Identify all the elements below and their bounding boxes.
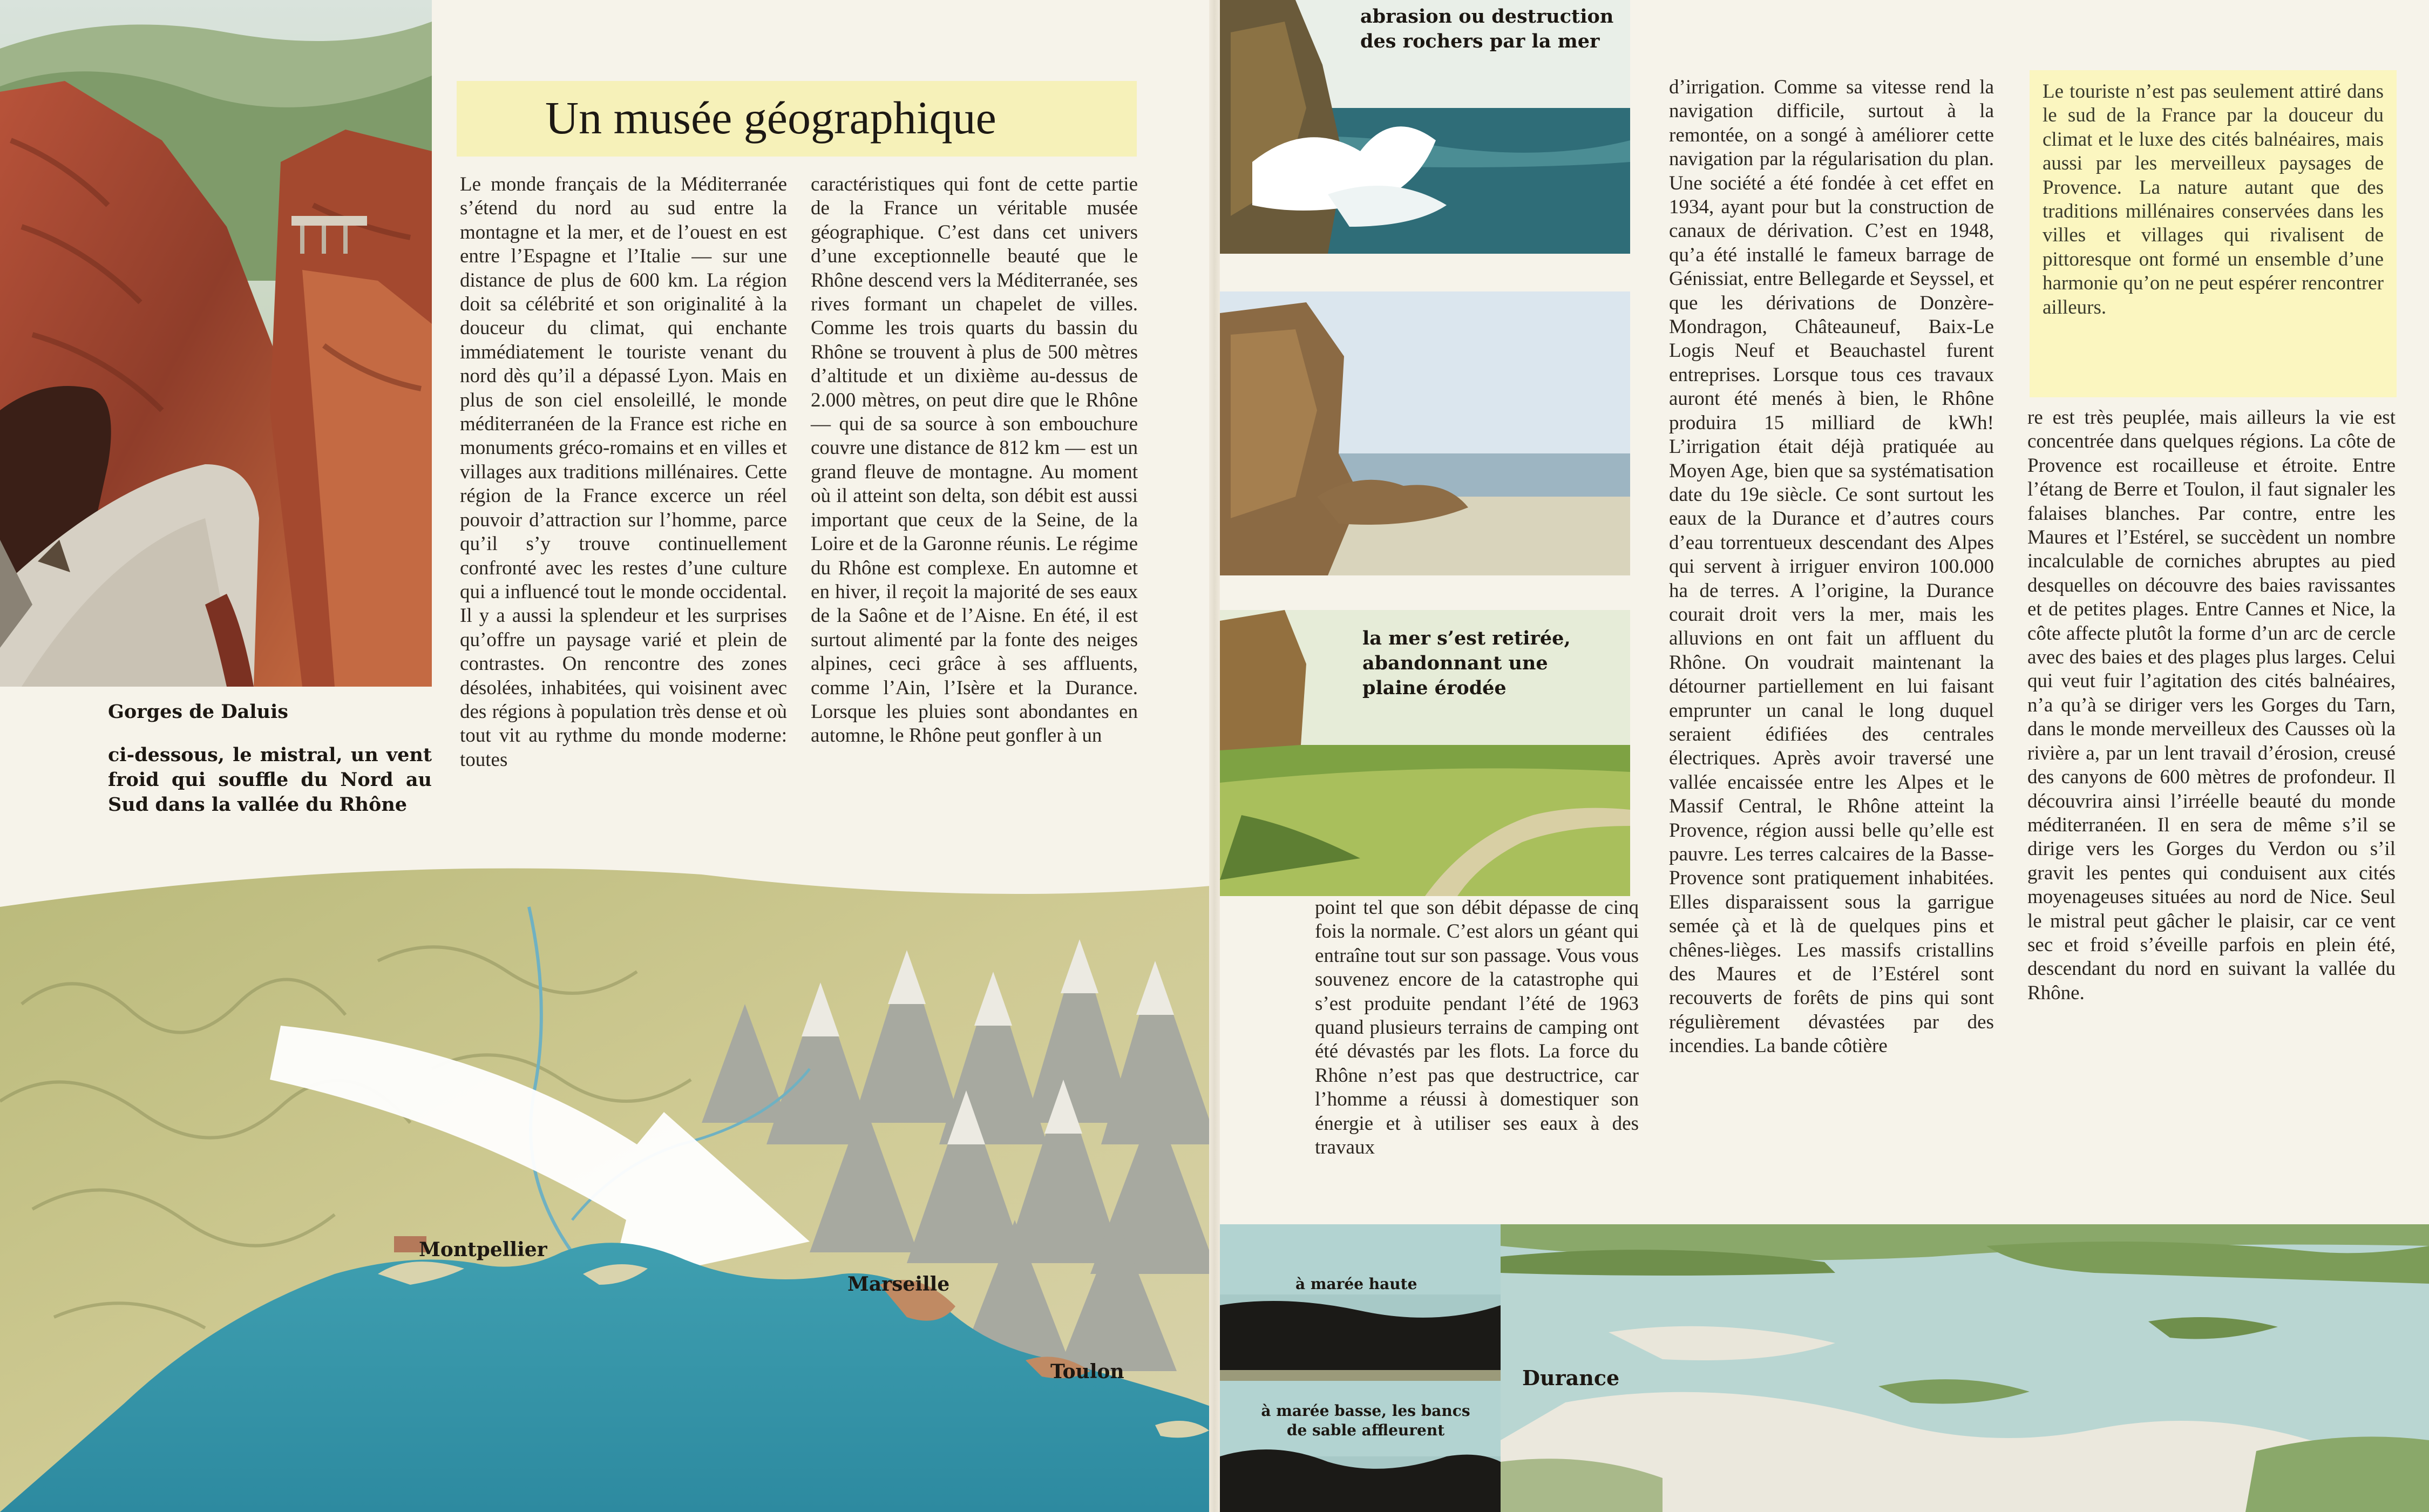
label-durance: Durance <box>1522 1366 1620 1390</box>
text-column-3: point tel que son débit dépasse de cinq fois la normale. C’est alors un géant qui entraîne tout sur son passage. Vous vous souvenez encore de la catastrophe qui s’est produite pendant l’été de 1963 quand plusieurs terrains de camping ont été dévastés par les flots. La force du Rhône n’est pas que destructrice, car l’homme a réussi à domestiquer son énergie et à utiliser ses eaux à des travaux <box>1315 897 1639 1159</box>
text-column-1: Le monde français de la Méditerranée s’étend du nord au sud entre la montagne et la mer, et de l’ouest en est entre l’Espagne et l’Italie — sur une distance de plus de 600 km. La région doit sa célébrité et son originalité à la douceur du climat, qui enchante immédiatement le touriste venant du nord dès qu’il a dépassé Lyon. Mais en plus de son ciel ensoleillé, le monde méditerranéen de la France est riche en monuments gréco-romains et en villes et villages aux traditions millénaires. Cette région de la France excerce un réel pouvoir d’attraction sur l’homme, parce qu’il s’y trouve continuellement confronté avec les restes d’une culture qui a influencé tout le monde occidental. Il y a aussi la splendeur et les surprises qu’offre un paysage varié et plein de contrastes. On rencontre des zones désolées, inhabitées, qui voisinent avec des régions à population très dense et où tout vit au rythme du monde moderne: toutes <box>460 173 787 771</box>
cliff-illustration <box>1220 291 1630 575</box>
highlight-box-text: Le touriste n’est pas seulement attiré dans le sud de la France par la douceur du climat et le luxe des cités balnéaires, mais aussi par les merveilleux paysages de Provence. La nature autant que des traditions millénaires conservées dans les villes et villages qui rivalisent de pittoresque ont formé un ensemble d’une harmonie qu’on ne peut espérer rencontrer ailleurs. <box>2043 80 2384 318</box>
caption-mistral: ci-dessous, le mistral, un vent froid qui souffle du Nord au Sud dans la vallée du Rhône <box>108 744 432 816</box>
label-maree-haute: à marée haute <box>1295 1275 1417 1293</box>
relief-map <box>0 842 1218 1512</box>
gorges-illustration <box>0 0 432 687</box>
caption-abrasion: abrasion ou destruction des rochers par la mer <box>1360 5 1614 52</box>
text-column-4: d’irrigation. Comme sa vitesse rend la navigation difficile, surtout à la remontée, on a songé à améliorer cette navigation par la régularisation du plan. Une société a été fondée à cet effet en 1934, ayant pour but la construction de canaux de dérivation. C’est en 1948, qu’a été installé le fameux barrage de Génissiat, entre Bellegarde et Seyssel, et que les dérivations de Donzère-Mondragon, Châteauneuf, Baix-Le Logis Neuf et Beauchastel furent entreprises. Lorsque tous ces travaux auront été menés à bien, le Rhône produira 15 milliard de kWh! L’irrigation était déjà pratiquée au Moyen Age, bien que sa systématisation date du 19e siècle. Ce sont surtout les eaux de la Durance et d’autres cours d’eau torrentueux descendant des Alpes qui servent à irriguer environ 100.000 ha de terres. A l’origine, la Durance courait droit vers la mer, mais les alluvions en ont fait un affluent du Rhône. On voudrait maintenant la détourner partiellement en lui faisant emprunter un canal le long duquel seraient édifiées des centrales électriques. Après avoir traversé une vallée encaissée entre les Alpes et le Massif Central, le Rhône atteint la Provence, région aussi belle qu’elle est pauvre. Les terres calcaires de la Basse-Provence sont pratiquement inhabitées. Elles disparaissent sous la garrigue semée çà et là de quelques pins et chênes-lièges. Les massifs cristallins des Maures et de l’Estérel sont recouverts de forêts de pins qui sont régulièrement dévastées par des incendies. La bande côtière <box>1669 76 1994 1057</box>
caption-mer-retiree: la mer s’est retirée, abandonnant une plaine érodée <box>1362 627 1571 699</box>
label-maree-basse: à marée basse, les bancs de sable affleurent <box>1261 1402 1470 1439</box>
text-column-5: re est très peuplée, mais ailleurs la vie est concentrée dans quelques régions. La côte de Provence est rocailleuse et étroite. Entre l’étang de Berre et Toulon, il faut signaler les falaises blanches. Par contre, entre les Maures et l’Estérel, se succèdent un nombre incalculable de corniches abruptes au pied desquelles on découvre des baies ravissantes et de petites plages. Entre Cannes et Nice, la côte affecte plutôt la forme d’un arc de cercle avec des baies et des plages plus larges. Celui qui veut fuir l’agitation des cités balnéaires, n’a qu’à se diriger vers les Gorges du Tarn, dans le monde merveilleux des Causses où la rivière a, par un lent travail d’érosion, creusé des canyons de 600 mètres de profondeur. Il découvrira ainsi l’irréelle beauté du monde méditerranéen. Il en sera de même s’il se dirige vers les Gorges du Verdon ou s’il gravit les pentes qui conduisent aux cités moyenageuses situées au nord de Nice. Seul le mistral peut gâcher le plaisir, car ce vent sec et froid s’éveille parfois en plein été, descendant du nord en suivant la vallée du Rhône. <box>2027 406 2396 1004</box>
page-gutter <box>1209 0 1220 1512</box>
caption-gorges: Gorges de Daluis <box>108 701 289 723</box>
map-label-toulon: Toulon <box>1050 1360 1124 1383</box>
tide-diagram <box>1220 1224 1501 1512</box>
page-title: Un musée géographique <box>545 92 996 144</box>
durance-illustration <box>1501 1224 2429 1512</box>
map-label-marseille: Marseille <box>847 1273 950 1296</box>
text-column-2: caractéristiques qui font de cette partie de la France un véritable musée géographique. C’est dans cet univers d’une exceptionnelle beauté que le Rhône descend vers la Méditerranée, ses rives formant un chapelet de villes. Comme les trois quarts du bassin du Rhône se trouvent à plus de 500 mètres d’altitude et un dixième au-dessus de 2.000 mètres, on peut dire que le Rhône — qui de sa source à son embouchure couvre une distance de 812 km — est un grand fleuve de montagne. Au moment où il atteint son delta, son débit est aussi important que ceux de la Seine, de la Loire et de la Garonne réunis. Le régime du Rhône est complexe. En automne et en hiver, il reçoit la majorité de ses eaux de la Saône et de l’Aisne. En été, il est surtout alimenté par la fonte des neiges alpines, ceci grâce à ses affluents, comme l’Ain, l’Isère et la Durance. Lorsque les pluies sont abondantes en automne, le Rhône peut gonfler à un <box>811 173 1138 747</box>
map-label-montpellier: Montpellier <box>419 1238 547 1261</box>
